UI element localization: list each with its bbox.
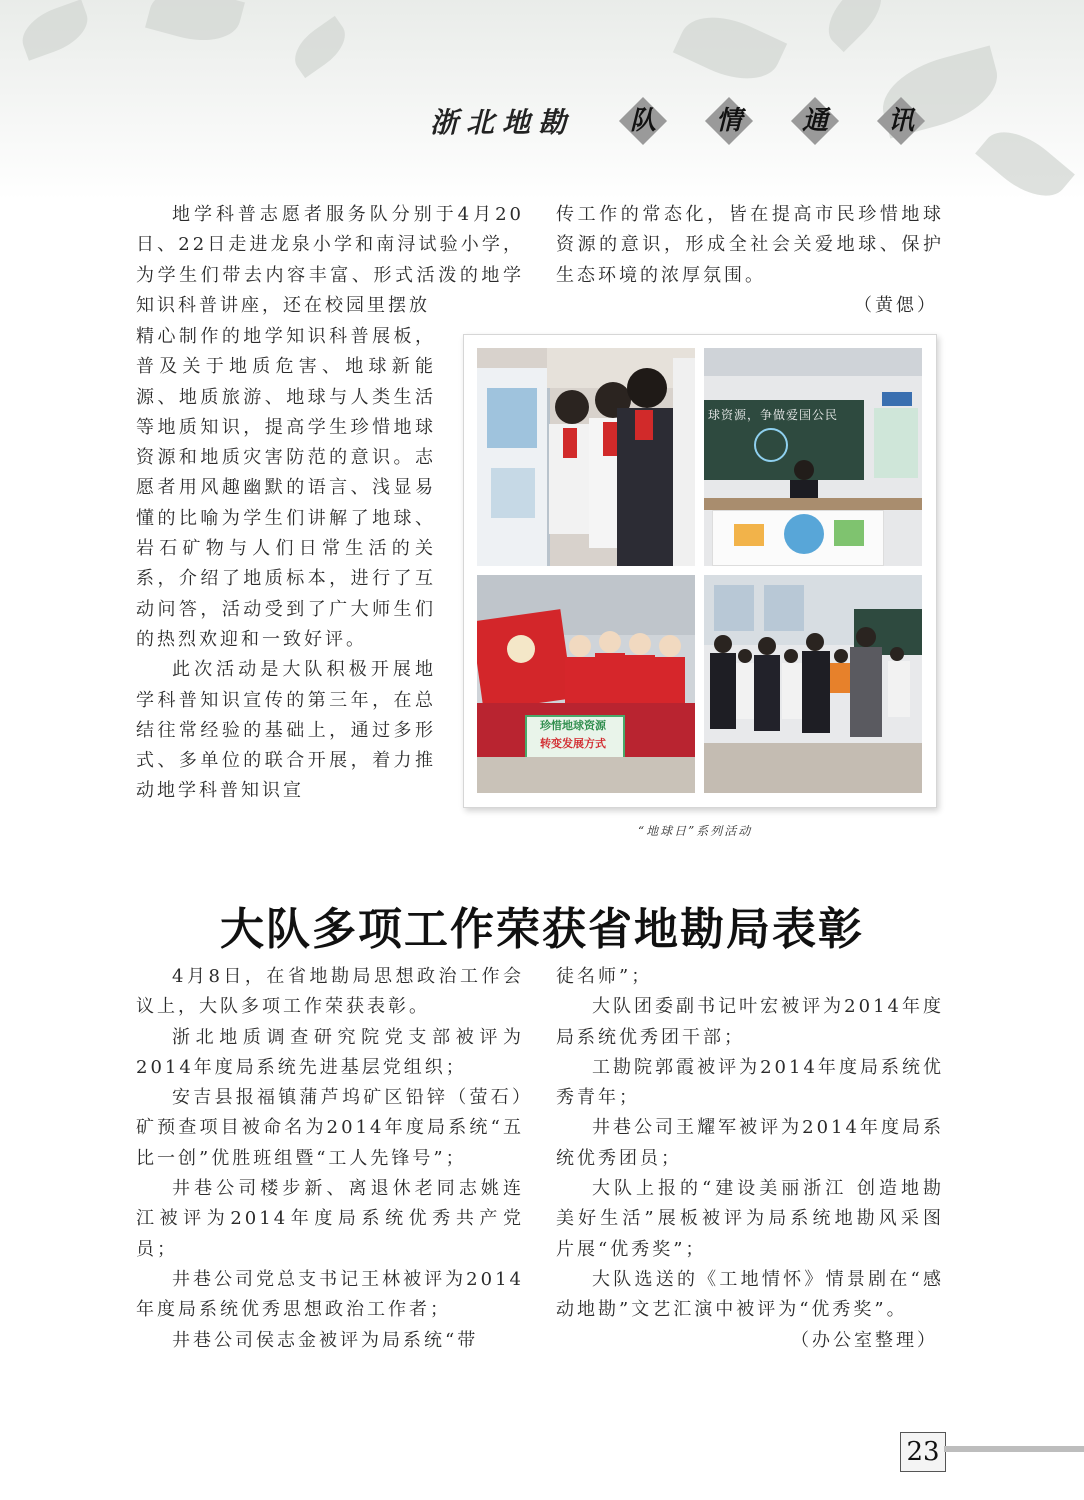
author-signature: （办公室整理）: [791, 1329, 938, 1351]
page-number: 23: [900, 1432, 946, 1472]
banner-text: 珍惜地球资源: [540, 719, 606, 732]
paragraph: 精心制作的地学知识科普展板，普及关于地质危害、地球新能源、地质旅游、地球与人类生活等地质知识，提高学生珍惜地球资源和地质灾害防范的意识。志愿者用风趣幽默的语言、浅显易懂的比喻为学生们讲解了地球、岩石矿物与人们日常生活的关系，介绍了地质标本，进行了互动问答，活动受到了广大师生们的热烈欢迎和一致好评。: [136, 326, 436, 650]
photo-students-viewing-boards: [477, 348, 695, 566]
paragraph: 此次活动是大队积极开展地学科普知识宣传的第三年，在总结往常经验的基础上，通过多形式、多单位的联合开展，着力推动地学科普知识宣: [136, 659, 436, 802]
blackboard-text: 球资源，争做爱国公民: [708, 408, 839, 422]
paragraph: 徒名师”；: [556, 966, 653, 987]
photo-award-ceremony: [704, 575, 922, 793]
paragraph: 浙北地质调查研究院党支部被评为2014年度局系统先进基层党组织；: [136, 1026, 524, 1078]
author-signature: （黄偲）: [854, 294, 938, 316]
header-diamond: 队: [620, 98, 666, 144]
article1-left-top: [136, 200, 524, 321]
magazine-header: [430, 96, 944, 146]
article1-right: [556, 200, 944, 321]
paragraph: 工勘院郭霞被评为2014年度局系统优秀青年；: [556, 1056, 944, 1109]
article1-left-narrow: [136, 322, 436, 807]
paragraph: 井巷公司党总支书记王林被评为2014年度局系统优秀思想政治工作者；: [136, 1268, 524, 1321]
paragraph: 地学科普志愿者服务队分别于4月20日、22日走进龙泉小学和南浔试验小学，为学生们带去内容丰富、形式活泼的地学知识科普讲座，还在校园里摆放: [136, 204, 524, 316]
paragraph: 井巷公司楼步新、离退休老同志姚连江被评为2014年度局系统优秀共产党员；: [136, 1178, 524, 1260]
photo-classroom-blackboard: [704, 348, 922, 566]
photo-caption: “地球日”系列活动: [638, 824, 753, 838]
article2-left: [136, 962, 524, 1356]
article2-right: [556, 962, 944, 1356]
banner-text: 转变发展方式: [540, 737, 606, 750]
paragraph: 井巷公司侯志金被评为局系统“带: [172, 1329, 479, 1351]
paragraph: 传工作的常态化，皆在提高市民珍惜地球资源的意识，形成全社会关爱地球、保护生态环境的浓厚氛围。: [556, 204, 944, 286]
paragraph: 大队团委副书记叶宏被评为2014年度局系统优秀团干部；: [556, 996, 944, 1048]
paragraph: 安吉县报福镇蒲芦坞矿区铅锌（萤石）矿预查项目被命名为2014年度局系统“五比一创”优胜班组暨“工人先锋号”；: [136, 1087, 524, 1169]
page-number-bar: [944, 1446, 1084, 1452]
header-diamond: 情: [706, 98, 752, 144]
paragraph: 井巷公司王耀军被评为2014年度局系统优秀团员；: [556, 1117, 944, 1169]
photo-collage: [463, 334, 937, 808]
photo-volunteers-banner: [477, 575, 695, 793]
paragraph: 大队选送的《工地情怀》情景剧在“感动地勘”文艺汇演中被评为“优秀奖”。: [556, 1268, 944, 1321]
paragraph: 4月8日，在省地勘局思想政治工作会议上，大队多项工作荣获表彰。: [136, 966, 524, 1018]
paragraph: 大队上报的“建设美丽浙江 创造地勘美好生活”展板被评为局系统地勘风采图片展“优秀奖”；: [556, 1178, 944, 1260]
article2-headline: 大队多项工作荣获省地勘局表彰: [220, 904, 864, 955]
header-diamond: 通: [792, 98, 838, 144]
header-diamond: 讯: [878, 98, 924, 144]
header-title: 浙北地勘: [429, 106, 574, 139]
